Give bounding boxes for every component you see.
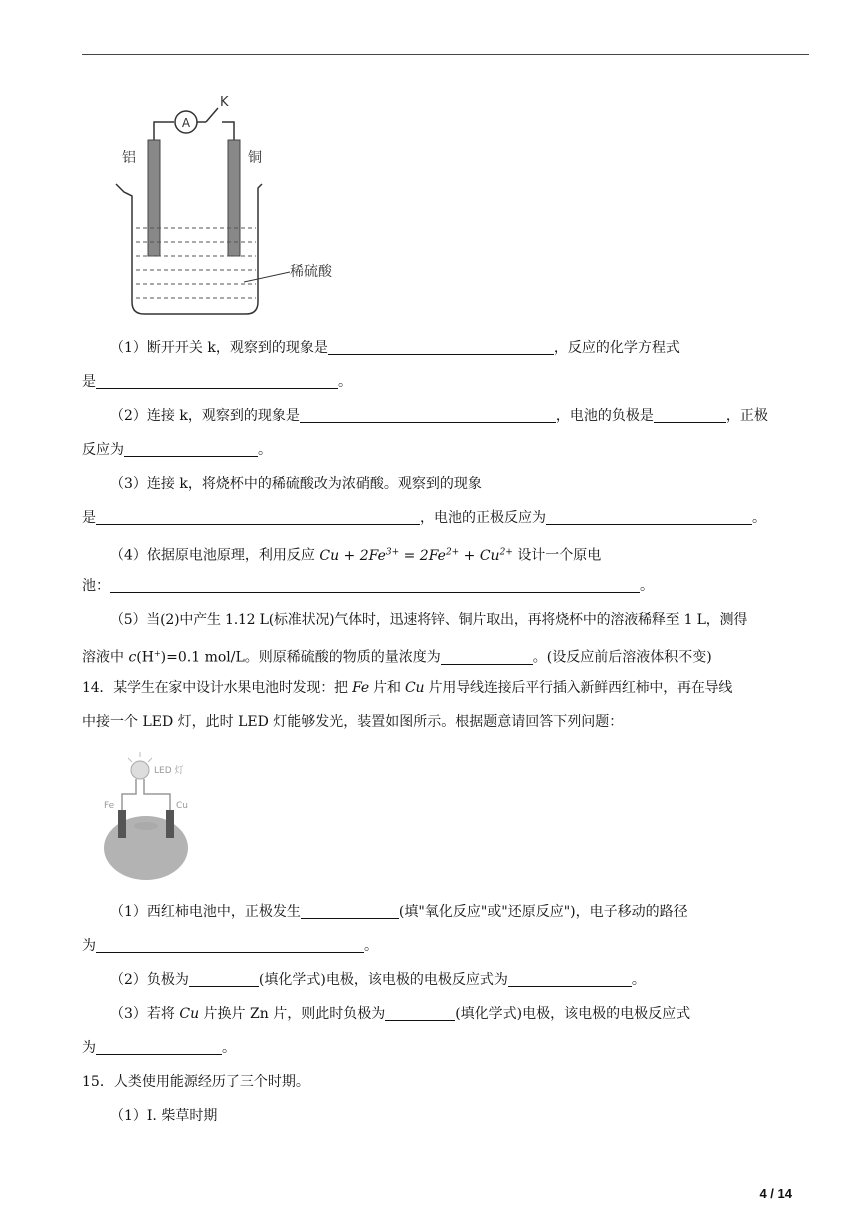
tomato-battery-figure [100,744,230,886]
answer-blank[interactable] [546,509,752,525]
answer-blank[interactable] [96,509,420,525]
q14-part2-line: （2）负极为 (填化学式)电极，该电极的电极反应式为 。 [110,972,646,988]
answer-blank[interactable] [124,441,258,457]
q15-part1: （1）Ⅰ. 柴草时期 [110,1108,218,1124]
q14-part1-line2: 为 。 [82,938,378,954]
q13-part3-line1: （3）连接 k，将烧杯中的稀硫酸改为浓硝酸。观察到的现象 [110,476,482,492]
fe-electrode [118,810,126,838]
q13-part1-line1: （1）断开开关 k，观察到的现象是 ，反应的化学方程式 [110,340,680,356]
q13-part5-line2: 溶液中 c(H+)=0.1 mol/L。则原稀硫酸的物质的量浓度为 。(设反应前后溶液体积不变) [82,649,712,666]
copper-label: 铜 [248,150,262,166]
q14-part1-line1: （1）西红柿电池中，正极发生 (填"氧化反应"或"还原反应")，电子移动的路径 [110,904,688,920]
q13-part4-line1: （4）依据原电池原理，利用反应 $Cu + 2Fe^{3+} = 2Fe^{2+} + Cu^{2+}$ 设计一个原电 [110,547,602,564]
answer-blank[interactable] [96,373,338,389]
circuit-wire [154,122,174,142]
q15-stem: 15．人类使用能源经历了三个时期。 [82,1074,310,1090]
fe-label: Fe [104,801,115,811]
q13-part2-line1: （2）连接 k，观察到的现象是 ，电池的负极是 ，正极 [110,408,768,424]
switch-icon [206,108,218,122]
cu-electrode [166,810,174,838]
answer-blank[interactable] [441,649,533,665]
answer-blank[interactable] [96,937,364,953]
q14-stem-line2: 中接一个 LED 灯，此时 LED 灯能够发光，装置如图所示。根据题意请回答下列问题： [82,714,624,730]
reaction-equation: $Cu + 2Fe^{3+} = 2Fe^{2+} + Cu^{2+}$ [319,547,513,564]
aluminum-electrode [148,140,160,256]
galvanic-cell-figure [110,92,360,324]
cu-label: Cu [176,801,188,811]
ammeter-label: A [181,116,191,130]
aluminum-label: 铝 [122,150,136,166]
answer-blank[interactable] [301,903,399,919]
answer-blank[interactable] [300,407,556,423]
q13-part4-line2: 池： 。 [82,578,654,594]
led-icon [131,761,149,779]
answer-blank[interactable] [110,577,640,593]
answer-blank[interactable] [96,1039,222,1055]
q14-stem-line1: 14．某学生在家中设计水果电池时发现：把 Fe 片和 Cu 片用导线连接后平行插入新鲜西红柿中，再在导线 [82,680,733,696]
copper-electrode [228,140,240,256]
answer-blank[interactable] [189,971,259,987]
led-label: LED 灯 [154,766,184,776]
q13-part2-line2: 反应为 。 [82,442,272,458]
answer-blank[interactable] [328,339,554,355]
q14-part3-line2: 为 。 [82,1040,236,1056]
switch-label: K [220,95,229,110]
q13-part3-line2: 是 ，电池的正极反应为 。 [82,510,766,526]
q13-part1-line2: 是 。 [82,374,352,390]
answer-blank[interactable] [508,971,632,987]
answer-blank[interactable] [654,407,726,423]
page-number: 4 / 14 [759,1186,792,1201]
q13-part5-line1: （5）当(2)中产生 1.12 L(标准状况)气体时，迅速将锌、铜片取出，再将烧杯中的溶液稀释至 1 L，测得 [110,612,748,628]
header-rule [82,54,809,55]
q14-part3-line1: （3）若将 Cu 片换片 Zn 片，则此时负极为 (填化学式)电极，该电极的电极反应式 [110,1006,691,1022]
solution-label: 稀硫酸 [290,264,332,280]
answer-blank[interactable] [385,1005,455,1021]
